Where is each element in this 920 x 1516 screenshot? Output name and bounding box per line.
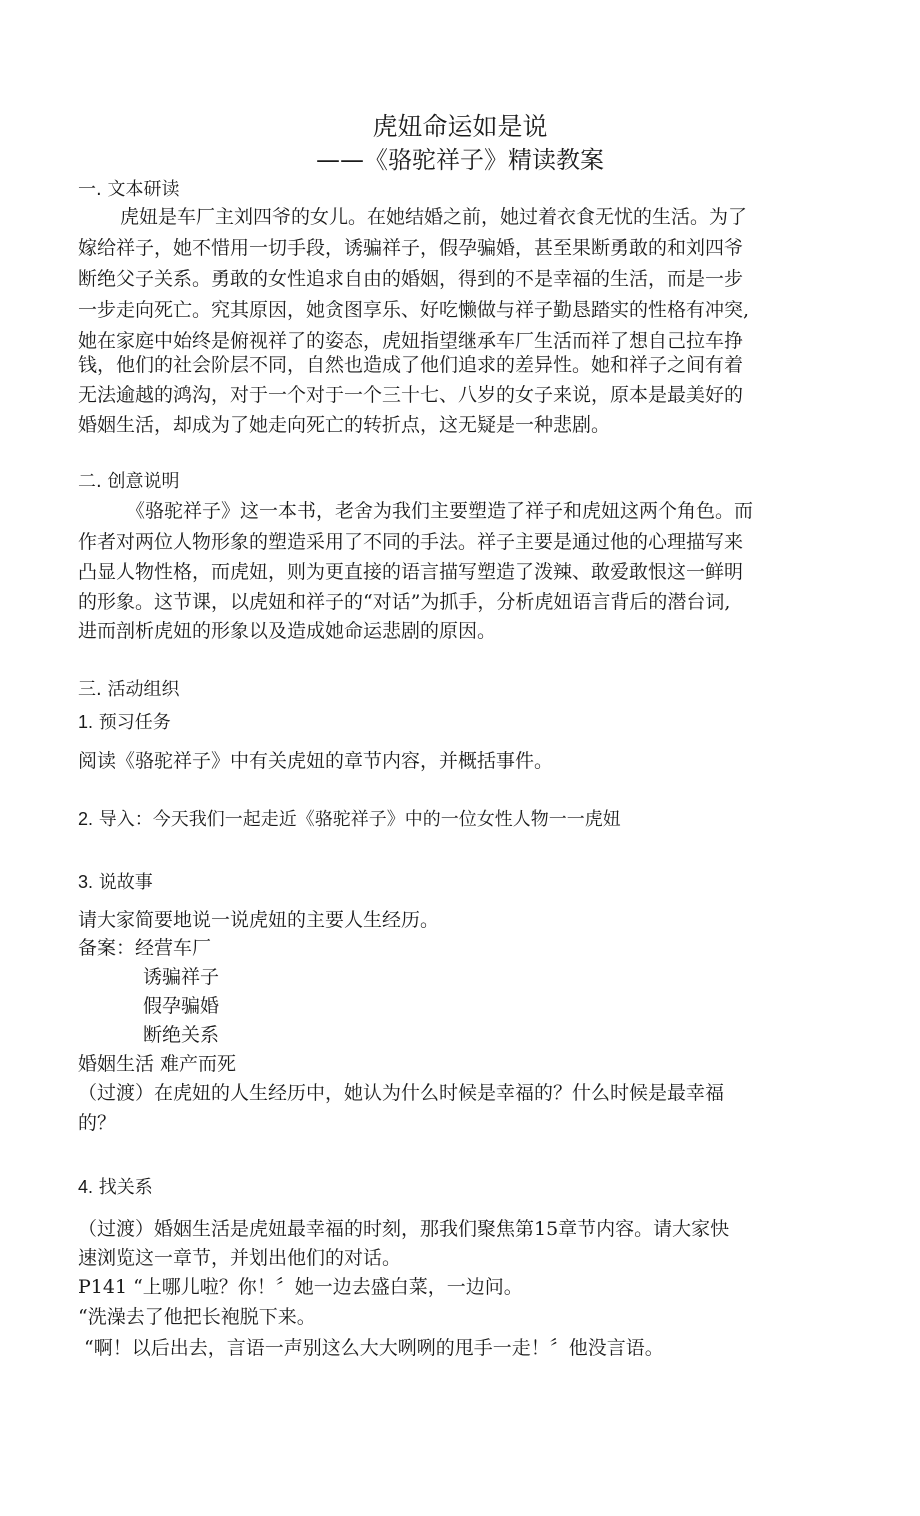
item-1-label: 预习任务 — [98, 712, 171, 733]
section-1-heading: 一. 文本研读 — [78, 179, 180, 200]
paragraph-line: 一步走向死亡。究其原因，她贪图享乐、好吃懒做与祥子勤恳踏实的性格有冲突, — [78, 299, 750, 321]
item-2-heading — [78, 806, 838, 833]
list-item: 断绝关系 — [143, 1024, 220, 1046]
paragraph-line: 凸显人物性格，而虎妞，则为更直接的语言描写塑造了泼辣、敢爱敢恨这一鲜明 — [78, 561, 744, 583]
paragraph-line: 速浏览这一章节，并划出他们的对话。 — [78, 1247, 402, 1269]
paragraph-line: 《骆驼祥子》这一本书，老舍为我们主要塑造了祥子和虎妞这两个角色。而 — [126, 500, 754, 522]
paragraph-line: P141 “上哪儿啦？你！〞她一边去盛白菜，一边问。 — [78, 1276, 523, 1298]
paragraph-line: 阅读《骆驼祥子》中有关虎妞的章节内容，并概括事件。 — [78, 750, 554, 772]
paragraph-line: 无法逾越的鸿沟，对于一个对于一个三十七、八岁的女子来说，原本是最美好的 — [78, 384, 744, 406]
paragraph-line: （过渡）在虎妞的人生经历中，她认为什么时候是幸福的？什么时候是最幸福 — [78, 1082, 725, 1104]
paragraph-line: 虎妞是车厂主刘四爷的女儿。在她结婚之前，她过着衣食无忧的生活。为了 — [120, 206, 748, 228]
item-4-heading — [78, 1174, 838, 1201]
item-4-label: 找关系 — [98, 1177, 153, 1198]
paragraph-line: 钱，他们的社会阶层不同，自然也造成了他们追求的差异性。她和祥子之间有着 — [78, 354, 744, 376]
paragraph-line: “啊！以后出去，言语一声别这么大大咧咧的甩手一走！〞他没言语。 — [84, 1337, 664, 1359]
item-3-number: 3. — [78, 872, 94, 892]
paragraph-line: 备案：经营车厂 — [78, 937, 212, 959]
paragraph-line: 断绝父子关系。勇敢的女性追求自由的婚姻，得到的不是幸福的生活，而是一步 — [78, 268, 744, 290]
item-2-label: 导入：今天我们一起走近《骆驼祥子》中的一位女性人物一一虎妞 — [98, 809, 621, 830]
section-3-heading: 三. 活动组织 — [78, 679, 180, 700]
paragraph-line: 作者对两位人物形象的塑造采用了不同的手法。祥子主要是通过他的心理描写来 — [78, 531, 744, 553]
page-title: 虎妞命运如是说 — [372, 112, 548, 141]
paragraph-line: “洗澡去了他把长袍脱下来。 — [78, 1306, 316, 1328]
page-subtitle: ——《骆驼祥子》精读教案 — [316, 146, 604, 174]
list-item: 诱骗祥子 — [143, 966, 220, 988]
item-3-label: 说故事 — [98, 872, 153, 893]
paragraph-line: （过渡）婚姻生活是虎妞最幸福的时刻，那我们聚焦第15章节内容。请大家快 — [78, 1218, 730, 1240]
list-item: 假孕骗婚 — [143, 995, 220, 1017]
item-3-heading — [78, 869, 838, 896]
paragraph-line: 婚姻生活 难产而死 — [78, 1053, 237, 1075]
paragraph-line: 的？ — [78, 1112, 117, 1134]
paragraph-line: 请大家简要地说一说虎妞的主要人生经历。 — [78, 909, 440, 931]
paragraph-line: 嫁给祥子，她不惜用一切手段，诱骗祥子，假孕骗婚，甚至果断勇敢的和刘四爷 — [78, 237, 744, 259]
section-2-heading: 二. 创意说明 — [78, 471, 180, 492]
paragraph-line: 她在家庭中始终是俯视祥了的姿态，虎妞指望继承车厂生活而祥了想自己拉车挣 — [78, 330, 744, 352]
item-1-heading — [78, 709, 838, 736]
paragraph-line: 的形象。这节课，以虎妞和祥子的“对话”为抓手，分析虎妞语言背后的潜台词, — [78, 591, 731, 613]
item-1-number: 1. — [78, 712, 94, 732]
paragraph-line: 进而剖析虎妞的形象以及造成她命运悲剧的原因。 — [78, 620, 497, 642]
item-4-number: 4. — [78, 1177, 94, 1197]
item-2-number: 2. — [78, 809, 94, 829]
paragraph-line: 婚姻生活，却成为了她走向死亡的转折点，这无疑是一种悲剧。 — [78, 414, 611, 436]
